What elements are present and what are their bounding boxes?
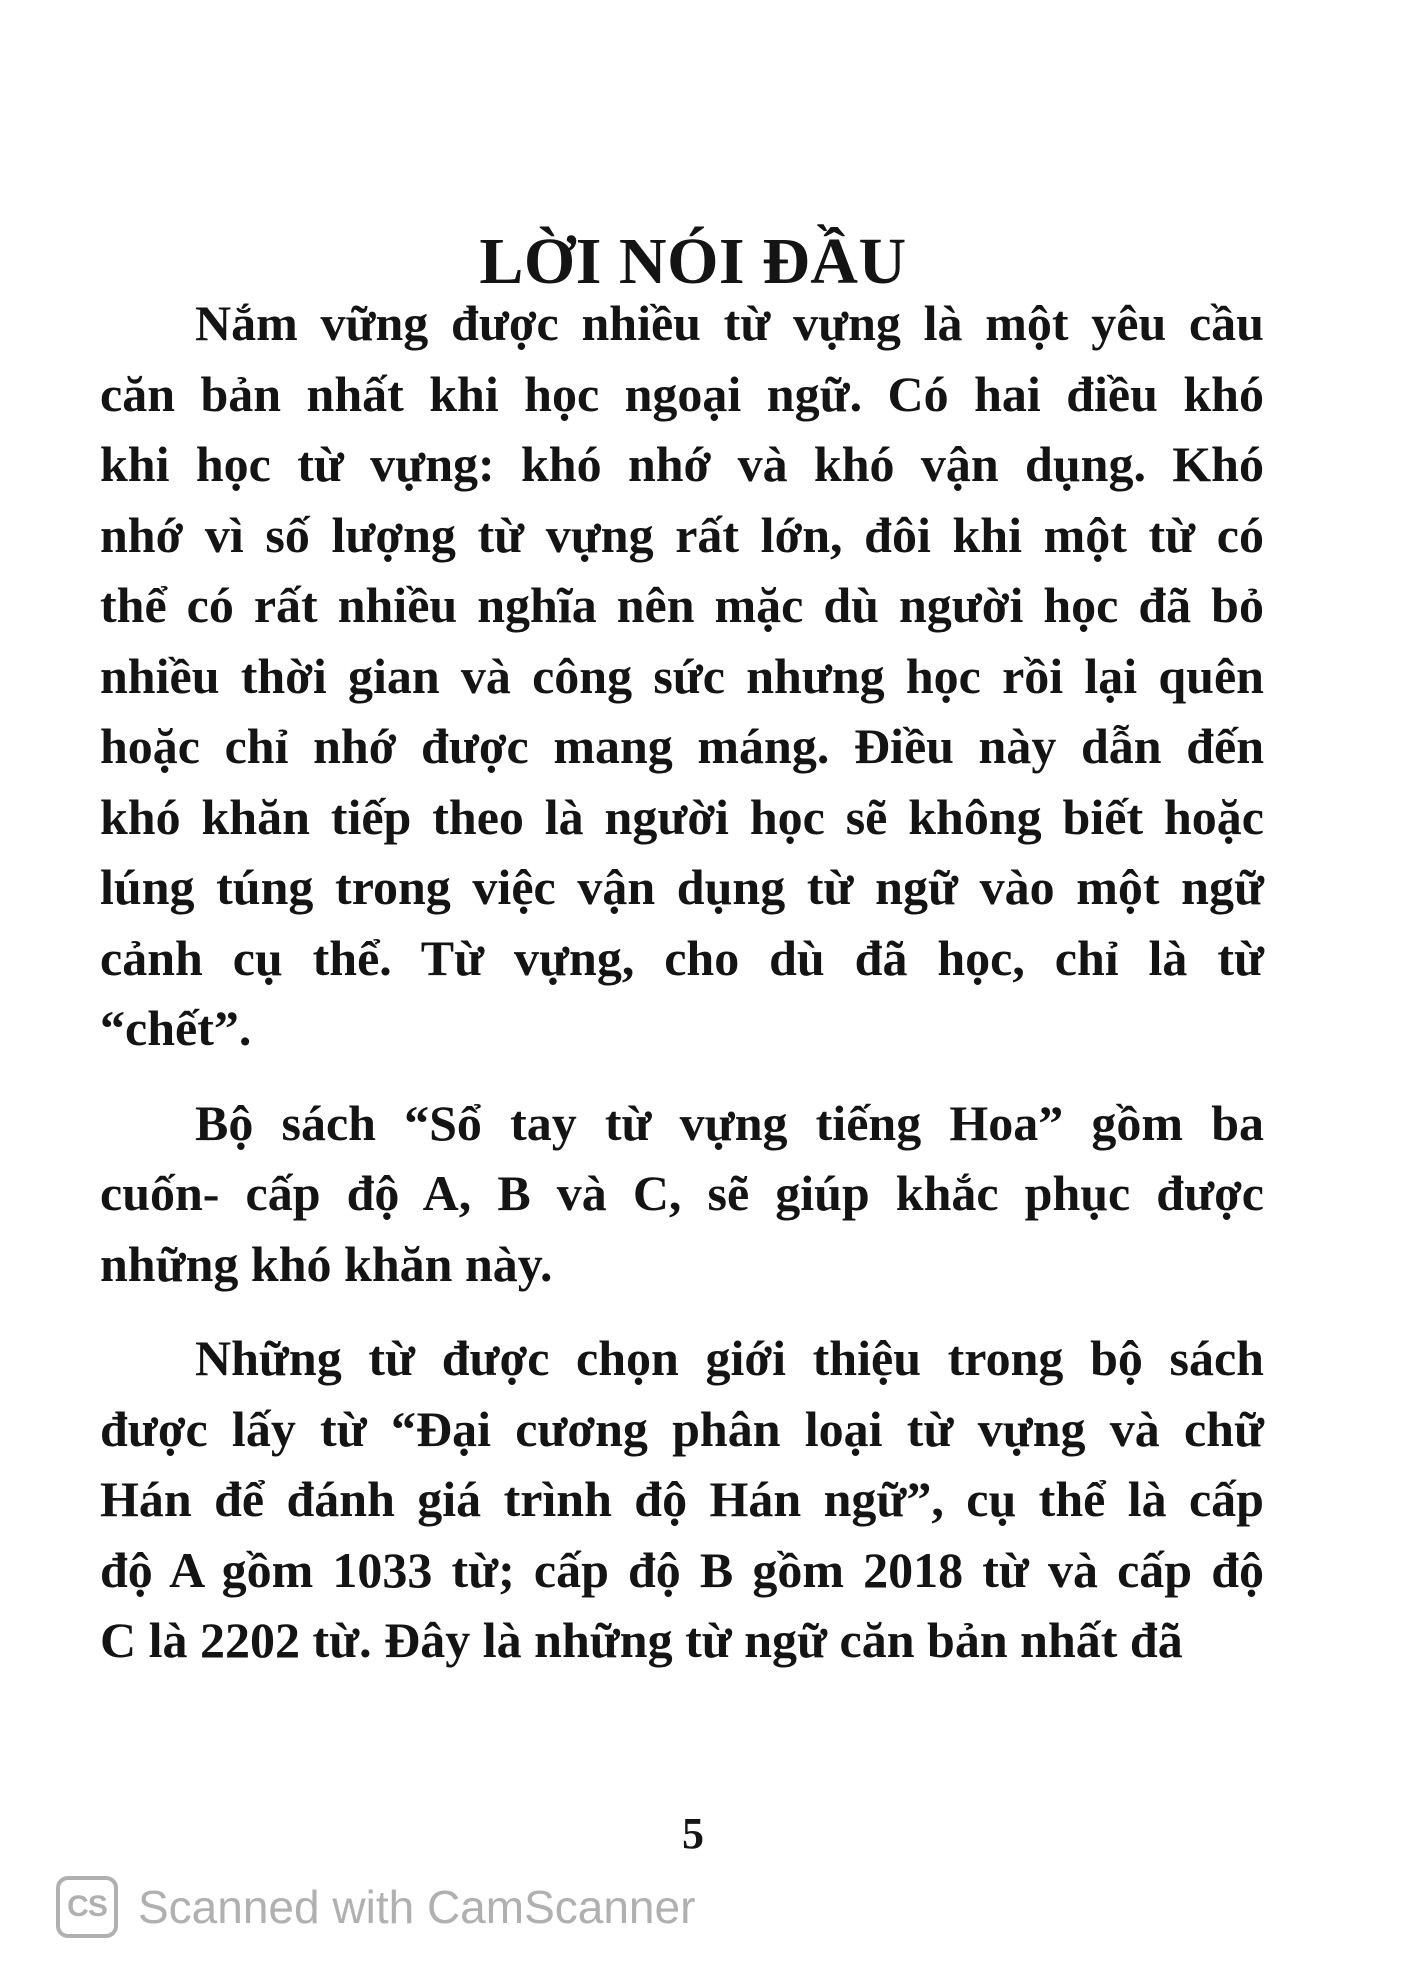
text-line: nhiều thời gian và công sức nhưng học rồi lại quên <box>100 647 1264 704</box>
page-title: LỜI NÓI ĐẦU <box>479 225 907 299</box>
text-line: lúng túng trong việc vận dụng từ ngữ vào một ngữ <box>100 859 1264 915</box>
text-line: hoặc chỉ nhớ được mang máng. Điều này dẫn đến <box>100 718 1264 774</box>
body-text <box>100 288 1264 1700</box>
paragraph <box>100 1323 1264 1676</box>
text-line: nhớ vì số lượng từ vựng rất lớn, đôi khi một từ có <box>100 506 1264 563</box>
camscanner-watermark <box>56 1874 695 1940</box>
text-line: khi học từ vựng: khó nhớ và khó vận dụng. Khó <box>100 436 1264 492</box>
watermark-text: Scanned with CamScanner <box>138 1881 696 1933</box>
text-line: căn bản nhất khi học ngoại ngữ. Có hai điều khó <box>100 365 1264 422</box>
text-line: thể có rất nhiều nghĩa nên mặc dù người học đã bỏ <box>100 577 1264 633</box>
camscanner-logo-icon: CS <box>56 1876 118 1938</box>
paragraph <box>100 288 1264 1064</box>
text-line: Bộ sách “Sổ tay từ vựng tiếng Hoa” gồm ba <box>195 1094 1264 1151</box>
page-number: 5 <box>682 1809 704 1858</box>
text-line: C là 2202 từ. Đây là những từ ngữ căn bản nhất đã <box>100 1612 1183 1668</box>
text-line: cảnh cụ thể. Từ vựng, cho dù đã học, chỉ là từ <box>100 929 1264 986</box>
text-line: Hán để đánh giá trình độ Hán ngữ”, cụ thể là cấp <box>100 1471 1264 1527</box>
text-line: được lấy từ “Đại cương phân loại từ vựng và chữ <box>100 1400 1264 1457</box>
text-line: Nắm vững được nhiều từ vựng là một yêu cầu <box>195 295 1264 351</box>
text-line: cuốn- cấp độ A, B và C, sẽ giúp khắc phục được <box>100 1165 1264 1221</box>
text-line: “chết”. <box>100 1000 252 1056</box>
text-line: độ A gồm 1033 từ; cấp độ B gồm 2018 từ và cấp độ <box>100 1541 1264 1598</box>
text-line: Những từ được chọn giới thiệu trong bộ sách <box>195 1330 1264 1386</box>
paragraph <box>100 1088 1264 1300</box>
text-line: những khó khăn này. <box>100 1235 553 1292</box>
text-line: khó khăn tiếp theo là người học sẽ không biết hoặc <box>100 788 1264 845</box>
